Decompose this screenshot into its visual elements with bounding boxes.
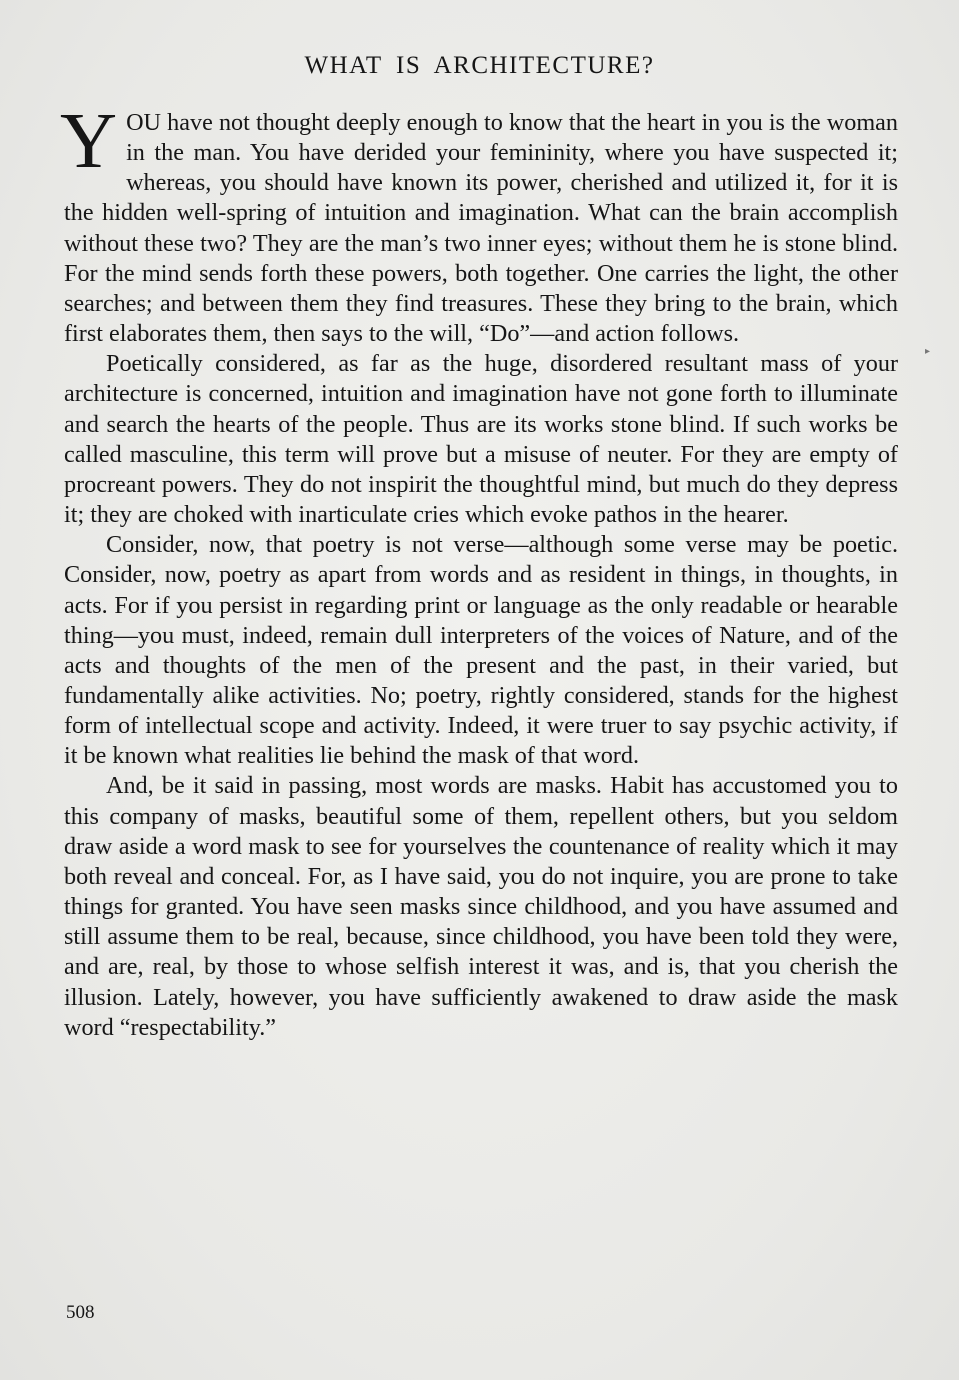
- page-title: WHAT IS ARCHITECTURE?: [304, 52, 655, 79]
- page-number: 508: [66, 1302, 95, 1323]
- paragraph-2: Poetically considered, as far as the huge, disordered resultant mass of your architecture is concerned, intuition and imagination have not gone forth to illuminate and search the hearts of the people. Thus are its works stone blind. If such works be called masculine, this term will prove but a misuse of neuter. For they are empty of procreant powers. They do not inspirit the thoughtful mind, but much do they depress it; they are choked with inarticulate cries which evoke pathos in the hearer.: [64, 350, 898, 529]
- margin-mark: ▸: [925, 346, 931, 357]
- paragraph-4: And, be it said in passing, most words are masks. Habit has accustomed you to this company of masks, beautiful some of them, repellent others, but you seldom draw aside a word mask to see for yourselves the countenance of reality which it may both reveal and conceal. For, as I have said, you do not inquire, you are prone to take things for granted. You have seen masks since childhood, and you have assumed and still assume them to be real, because, since childhood, you have been told they were, and are, real, by those to whose selfish interest it was, and is, that you cherish the illusion. Lately, however, you have sufficiently awakened to draw aside the mask word “respectability.”: [64, 772, 898, 1041]
- paragraph-1: [60, 98, 898, 349]
- paragraph-1-text: OU have not thought deeply enough to know that the heart in you is the woman in the man. You have derided your femininity, where you have suspected it; whereas, you should have known its power, cherished and utilized it, for it is the hidden well-spring of intuition and imagination. What can the brain accomplish without these two? They are the man’s two inner eyes; without them he is stone blind. For the mind sends forth these powers, both together. One carries the light, the other searches; and between them they find treasures. These they bring to the brain, which first elaborates them, then says to the will, “Do”—and action follows.: [64, 109, 898, 348]
- body-text: [60, 98, 898, 1043]
- drop-cap: Y: [60, 98, 118, 185]
- paragraph-3: Consider, now, that poetry is not verse—although some verse may be poetic. Consider, now, poetry as apart from words and as resident in things, in thoughts, in acts. For if you persist in regarding print or language as the only readable or hearable thing—you must, indeed, remain dull interpreters of the voices of Nature, and of the acts and thoughts of the men of the present and the past, in their varied, but fundamentally alike activities. No; poetry, rightly considered, stands for the highest form of intellectual scope and activity. Indeed, it were truer to say psychic activity, if it be known what realities lie behind the mask of that word.: [64, 531, 898, 770]
